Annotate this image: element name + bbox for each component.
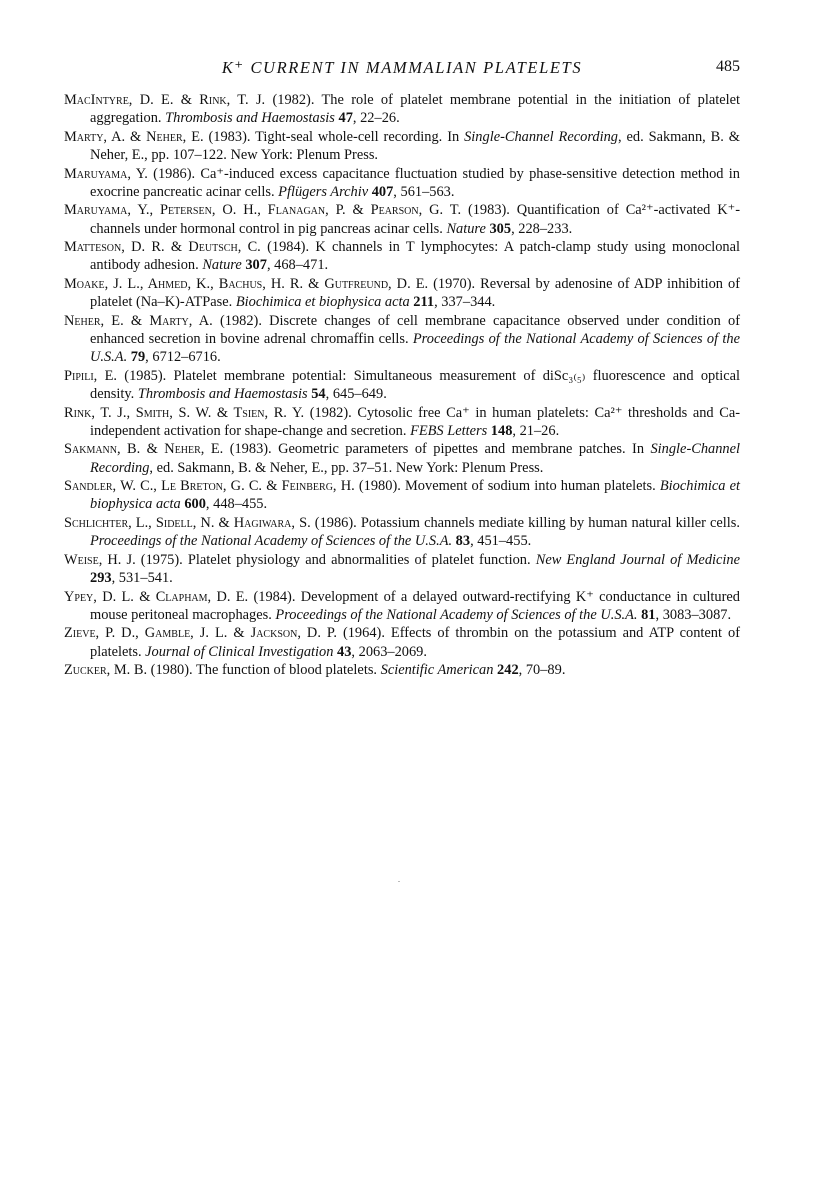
reference-journal: Nature — [446, 220, 486, 237]
reference-volume: 407 — [368, 183, 394, 200]
reference-item — [64, 275, 740, 311]
reference-text: (1984). Development of a delayed outward-rectifying K⁺ conductance in cultured mouse peritoneal macrophages. — [90, 588, 741, 623]
reference-pages: , 2063–2069. — [351, 643, 427, 660]
reference-authors: Maruyama, Y., Petersen, O. H., Flanagan, P. & Pearson, G. T. — [64, 202, 462, 219]
reference-journal: Biochimica et biophysica acta — [235, 294, 410, 311]
reference-item — [64, 514, 740, 550]
reference-item — [64, 551, 740, 587]
reference-authors: Ypey, D. L. & Clapham, D. E. — [64, 588, 249, 605]
reference-text: (1964). Effects of thrombin on the potassium and ATP content of platelets. — [90, 625, 740, 660]
reference-authors: Moake, J. L., Ahmed, K., Bachus, H. R. & Gutfreund, D. E. — [64, 275, 429, 292]
reference-journal: Proceedings of the National Academy of Sciences of the U.S.A. — [275, 606, 638, 623]
reference-volume: 600 — [180, 496, 206, 513]
reference-pages: , 468–471. — [266, 257, 329, 274]
reference-text: (1982). The role of platelet membrane potential in the initiation of platelet aggregation. — [90, 92, 740, 127]
reference-authors: Schlichter, L., Sidell, N. & Hagiwara, S. — [64, 514, 311, 531]
reference-authors: Weise, H. J. — [64, 551, 136, 568]
reference-journal: FEBS Letters — [410, 422, 488, 439]
reference-item — [64, 91, 740, 127]
reference-authors: Zieve, P. D., Gamble, J. L. & Jackson, D. P. — [64, 625, 337, 642]
reference-pages: , 70–89. — [518, 662, 566, 679]
print-speck — [398, 881, 400, 882]
reference-volume: 242 — [493, 662, 519, 679]
reference-text: (1983). Tight-seal whole-cell recording. In — [203, 128, 465, 145]
reference-authors: Pipili, E. — [64, 367, 117, 384]
reference-text: (1970). Reversal by adenosine of ADP inhibition of platelet (Na–K)-ATPase. — [90, 275, 741, 311]
reference-volume: 54 — [307, 385, 326, 402]
reference-text: (1975). Platelet physiology and abnormalities of platelet function. — [135, 551, 536, 568]
reference-journal: Pflügers Archiv — [278, 183, 369, 200]
reference-authors: Marty, A. & Neher, E. — [64, 128, 204, 145]
reference-journal: Thrombosis and Haemostasis — [137, 385, 308, 402]
reference-text: (1986). Ca⁺-induced excess capacitance fluctuation studied by phase-sensitive detection method in exocrine pancreatic acinar cells. — [90, 165, 740, 200]
reference-pages: , 451–455. — [470, 533, 532, 550]
reference-authors: Rink, T. J., Smith, S. W. & Tsien, R. Y. — [64, 404, 305, 421]
reference-authors: Sandler, W. C., Le Breton, G. C. & Feinberg, H. — [64, 478, 355, 495]
reference-item — [64, 367, 740, 403]
reference-pages: , 228–233. — [511, 220, 573, 237]
reference-text: (1985). Platelet membrane potential: Simultaneous measurement of diSc₃₍₅₎ fluorescence and optical density. — [90, 367, 740, 402]
reference-item — [64, 440, 740, 476]
reference-authors: Maruyama, Y. — [64, 165, 148, 182]
reference-journal: Proceedings of the National Academy of Sciences of the U.S.A. — [90, 330, 741, 366]
reference-pages: , 22–26. — [352, 110, 400, 127]
reference-list — [64, 91, 740, 680]
reference-text: (1982). Cytosolic free Ca⁺ in human platelets: Ca²⁺ thresholds and Ca-independent activation for shape-change and secretion. — [90, 404, 740, 439]
reference-pages: , 6712–6716. — [145, 349, 221, 366]
reference-journal: Single-Channel Recording — [90, 441, 740, 476]
page-number: 485 — [716, 58, 740, 75]
reference-text: (1982). Discrete changes of cell membrane capacitance observed under condition of enhanced secretion in bovine adrenal chromaffin cells. — [90, 312, 740, 347]
reference-pages: , 337–344. — [434, 294, 496, 311]
reference-item — [64, 312, 740, 367]
reference-authors: Sakmann, B. & Neher, E. — [64, 441, 224, 458]
reference-text: (1980). Movement of sodium into human platelets. — [354, 478, 660, 495]
reference-volume: 81 — [637, 606, 656, 623]
reference-item — [64, 624, 740, 660]
reference-text: (1984). K channels in T lymphocytes: A patch-clamp study using monoclonal antibody adhesion. — [90, 239, 740, 274]
reference-pages: , 561–563. — [393, 183, 455, 200]
reference-text: (1983). Quantification of Ca²⁺-activated K⁺-channels under hormonal control in pig pancreas acinar cells. — [90, 202, 740, 237]
reference-volume: 305 — [485, 220, 512, 237]
reference-text: (1986). Potassium channels mediate killing by human natural killer cells. — [310, 514, 740, 531]
reference-journal: Scientific American — [380, 662, 494, 679]
reference-volume: 211 — [409, 294, 435, 311]
reference-authors: Zucker, M. B. — [64, 662, 148, 679]
reference-volume: 43 — [333, 643, 352, 660]
reference-item — [64, 238, 740, 274]
reference-pages: , 645–649. — [325, 385, 387, 402]
reference-item — [64, 404, 740, 440]
reference-item — [64, 128, 740, 164]
reference-volume: 307 — [241, 257, 267, 274]
reference-text: (1980). The function of blood platelets. — [147, 662, 381, 679]
reference-volume: 83 — [452, 533, 471, 550]
reference-volume: 293 — [90, 569, 112, 586]
reference-authors: Neher, E. & Marty, A. — [64, 312, 213, 329]
reference-item — [64, 477, 740, 513]
running-header — [64, 58, 740, 82]
reference-journal: Thrombosis and Haemostasis — [165, 110, 335, 127]
reference-item — [64, 165, 740, 201]
reference-text: (1983). Geometric parameters of pipettes and membrane patches. In — [223, 441, 651, 458]
reference-pages: , 3083–3087. — [655, 606, 732, 623]
reference-item — [64, 661, 740, 679]
reference-pages: , 21–26. — [512, 422, 560, 439]
reference-authors: Matteson, D. R. & Deutsch, C. — [64, 239, 261, 256]
reference-journal: New England Journal of Medicine — [535, 551, 740, 568]
reference-volume: 79 — [127, 349, 146, 366]
reference-journal: Nature — [202, 257, 242, 274]
reference-pages: , 531–541. — [111, 569, 173, 586]
reference-item — [64, 588, 740, 624]
reference-journal: Biochimica et biophysica acta — [90, 478, 740, 513]
reference-volume: 148 — [487, 422, 513, 439]
running-title: K⁺ CURRENT IN MAMMALIAN PLATELETS — [221, 58, 583, 77]
reference-journal: Single-Channel Recording — [464, 128, 618, 145]
reference-item — [64, 201, 740, 237]
reference-pages: , ed. Sakmann, B. & Neher, E., pp. 37–51. New York: Plenum Press. — [149, 459, 544, 476]
reference-journal: Journal of Clinical Investigation — [145, 643, 334, 660]
reference-pages: , 448–455. — [205, 496, 268, 513]
reference-journal: Proceedings of the National Academy of Sciences of the U.S.A. — [90, 533, 453, 550]
reference-pages: , ed. Sakmann, B. & Neher, E., pp. 107–122. New York: Plenum Press. — [90, 128, 740, 163]
reference-volume: 47 — [334, 110, 353, 127]
reference-authors: MacIntyre, D. E. & Rink, T. J. — [64, 92, 266, 108]
